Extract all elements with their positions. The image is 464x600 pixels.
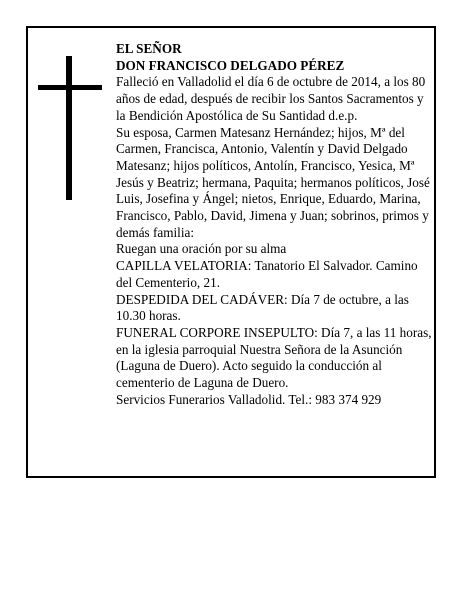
deceased-name: DON FRANCISCO DELGADO PÉREZ	[116, 57, 345, 73]
title-line-1: EL SEÑOR	[116, 41, 182, 56]
cross-vertical-bar	[66, 56, 72, 200]
obituary-notice	[26, 26, 436, 478]
family-list: Su esposa, Carmen Matesanz Hernández; hijos, Mª del Carmen, Francisca, Antonio, Valentín y David Delgado Matesanz; hijos políticos, Antolín, Francisco, Yesica, Mª Jesús y Beatriz; hermana, Paquita; hermanos políticos, José Luis, Josefina y Ángel; nietos, Enrique, Eduardo, Marina, Francisco, Pablo, David, Jimena y Juan; sobrinos, primos y demás familia:	[116, 124, 430, 240]
prayer-request: Ruegan una oración por su alma	[116, 241, 287, 257]
death-announcement: Falleció en Valladolid el día 6 de octubre de 2014, a los 80 años de edad, después de recibir los Santos Sacramentos y la Bendición Apostólica de Su Santidad d.e.p.	[116, 74, 426, 123]
obituary-text	[116, 41, 432, 408]
cross-horizontal-bar	[38, 85, 102, 90]
funeral-info: FUNERAL CORPORE INSEPULTO: Día 7, a las 11 horas, en la iglesia parroquial Nuestra Señora de la Asunción (Laguna de Duero). Acto seguido la conducción al cementerio de Laguna de Duero.	[116, 324, 432, 391]
chapel-info: CAPILLA VELATORIA: Tanatorio El Salvador. Camino del Cementerio, 21.	[116, 258, 418, 290]
farewell-info: DESPEDIDA DEL CADÁVER: Día 7 de octubre, a las 10.30 horas.	[116, 291, 409, 324]
cross-icon	[38, 56, 102, 200]
funeral-services-contact: Servicios Funerarios Valladolid. Tel.: 983 374 929	[116, 391, 382, 407]
